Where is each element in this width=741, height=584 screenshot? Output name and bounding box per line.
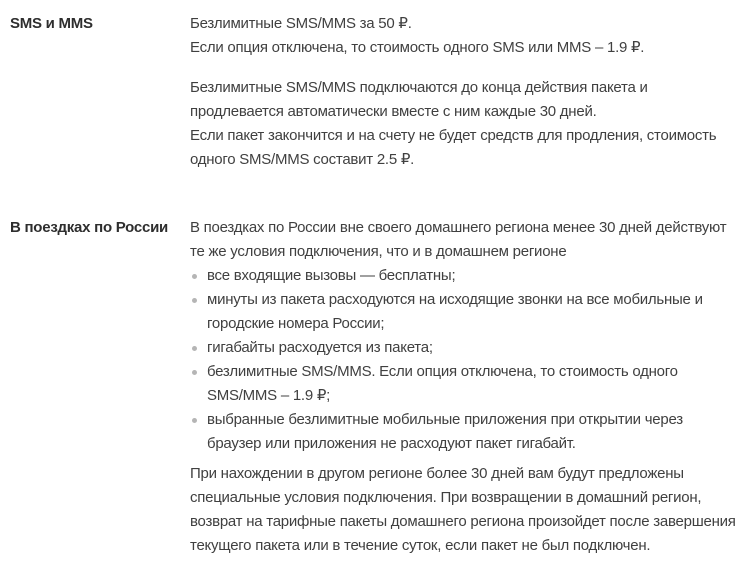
bullet-dot-icon	[192, 346, 197, 351]
paragraph-sms-renewal	[190, 76, 736, 172]
bullet-text: гигабайты расходуется из пакета;	[207, 339, 433, 356]
bullet-dot-icon	[192, 370, 197, 375]
paragraph-sms-price	[190, 12, 736, 60]
bullet-dot-icon	[192, 274, 197, 279]
paragraph-travel-outro: При нахождении в другом регионе более 30 дней вам будут предложены специальные условия подключения. При возвращении в домашний регион, возврат на тарифные пакеты домашнего региона произойдет после завершения текущего пакета или в течение суток, если пакет не был подключен.	[190, 465, 736, 554]
bullet-text: все входящие вызовы — бесплатны;	[207, 267, 456, 284]
section-label-sms-mms: SMS и MMS	[10, 15, 93, 32]
section-label-travel-russia: В поездках по России	[10, 219, 169, 236]
bullet-text: выбранные безлимитные мобильные приложения при открытии через браузер или приложения не расходуют пакет гигабайт.	[207, 411, 683, 452]
bullet-list	[190, 264, 736, 456]
section-sms-mms	[10, 12, 737, 172]
bullet-item	[190, 264, 736, 288]
paragraph-line: Безлимитные SMS/MMS подключаются до конца действия пакета и продлевается автоматически вместе с ним каждые 30 дней.	[190, 79, 648, 120]
section-travel-russia	[10, 216, 737, 558]
section-content-travel-russia	[190, 216, 736, 558]
bullet-text: безлимитные SMS/MMS. Если опция отключена, то стоимость одного SMS/MMS – 1.9 ₽;	[207, 363, 678, 404]
paragraph-line: Если опция отключена, то стоимость одного SMS или MMS – 1.9 ₽.	[190, 39, 645, 56]
bullet-item	[190, 360, 736, 408]
bullet-item	[190, 288, 736, 336]
bullet-dot-icon	[192, 418, 197, 423]
section-content-sms-mms	[190, 12, 736, 172]
paragraph-line: Если пакет закончится и на счету не будет средств для продления, стоимость одного SMS/MMS составит 2.5 ₽.	[190, 127, 717, 168]
bullet-dot-icon	[192, 298, 197, 303]
paragraph-travel-intro: В поездках по России вне своего домашнего региона менее 30 дней действуют те же условия подключения, что и в домашнем регионе	[190, 219, 727, 260]
bullet-item	[190, 336, 736, 360]
bullet-text: минуты из пакета расходуются на исходящие звонки на все мобильные и городские номера России;	[207, 291, 703, 332]
paragraph-line: Безлимитные SMS/MMS за 50 ₽.	[190, 15, 412, 32]
bullet-item	[190, 408, 736, 456]
